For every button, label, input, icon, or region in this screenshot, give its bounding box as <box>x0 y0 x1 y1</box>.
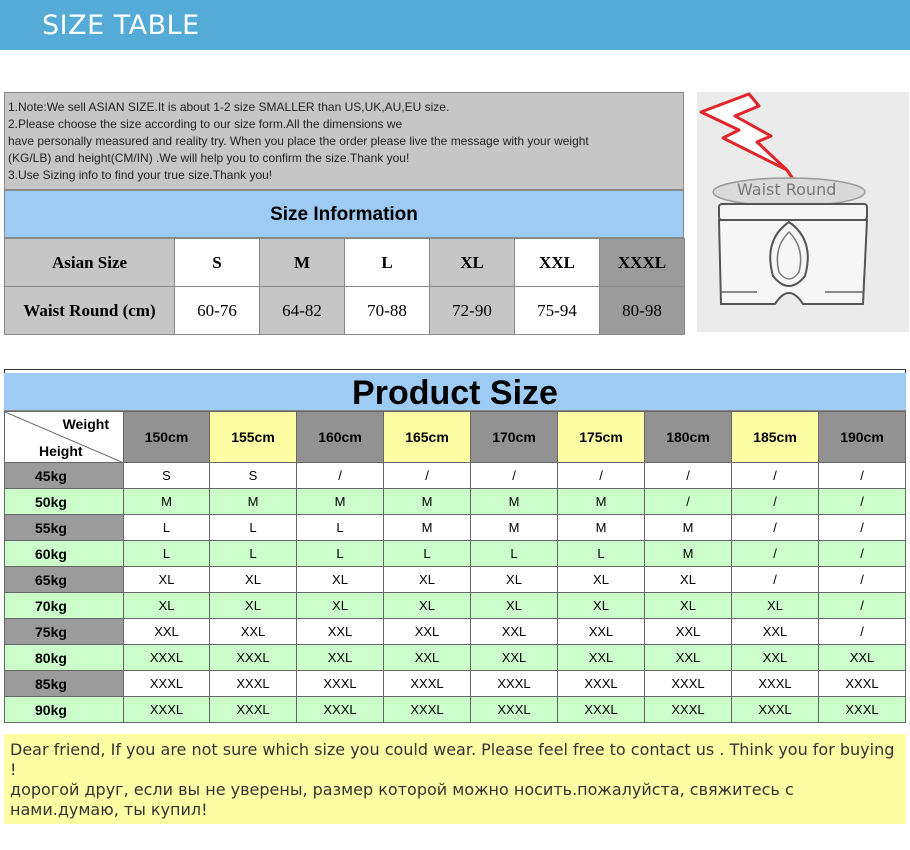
size-cell: XXL <box>297 645 384 671</box>
asian-size-label: Asian Size <box>5 239 175 287</box>
weight-row-label: 65kg <box>5 567 124 593</box>
table-row <box>5 697 906 723</box>
size-cell: XXXL <box>297 697 384 723</box>
size-cell: M <box>558 515 645 541</box>
size-cell: M <box>471 489 558 515</box>
size-cell: XL <box>384 593 471 619</box>
size-cell: L <box>124 541 210 567</box>
size-cell: / <box>384 463 471 489</box>
table-row <box>5 645 906 671</box>
size-cell: M <box>124 489 210 515</box>
height-column-header: 185cm <box>732 412 819 463</box>
size-cell: L <box>558 541 645 567</box>
size-cell: XXXL <box>297 671 384 697</box>
table-row <box>5 567 906 593</box>
size-notes <box>4 92 684 190</box>
size-cell: XXXL <box>471 671 558 697</box>
size-cell: M <box>384 515 471 541</box>
size-cell: M <box>297 489 384 515</box>
weight-row-label: 85kg <box>5 671 124 697</box>
waist-round-illustration <box>697 92 909 332</box>
size-cell: XL <box>558 593 645 619</box>
size-cell: XXL <box>515 239 600 287</box>
size-cell: L <box>210 541 297 567</box>
weight-row-label: 70kg <box>5 593 124 619</box>
table-row <box>5 593 906 619</box>
height-column-header: 165cm <box>384 412 471 463</box>
size-cell: M <box>558 489 645 515</box>
waist-round-label: Waist Round (cm) <box>5 287 175 335</box>
size-cell: XXL <box>384 619 471 645</box>
height-column-header: 180cm <box>645 412 732 463</box>
size-cell: / <box>297 463 384 489</box>
product-size-heading: Product Size <box>4 373 906 411</box>
weight-row-label: 60kg <box>5 541 124 567</box>
size-cell: XL <box>210 593 297 619</box>
note-line: (KG/LB) and height(CM/IN) .We will help you to confirm the size.Thank you! <box>8 151 410 165</box>
size-cell: L <box>297 541 384 567</box>
size-cell: XXXL <box>124 645 210 671</box>
table-row <box>5 619 906 645</box>
weight-row-label: 90kg <box>5 697 124 723</box>
height-column-header: 170cm <box>471 412 558 463</box>
note-line: 1.Note:We sell ASIAN SIZE.It is about 1-2 size SMALLER than US,UK,AU,EU size. <box>8 100 450 114</box>
size-cell: / <box>732 567 819 593</box>
size-cell: / <box>819 515 906 541</box>
size-cell: XXL <box>471 645 558 671</box>
weight-row-label: 80kg <box>5 645 124 671</box>
table-corner <box>5 412 124 463</box>
size-cell: L <box>210 515 297 541</box>
size-cell: L <box>471 541 558 567</box>
waist-round-label-illustration: Waist Round <box>737 180 837 199</box>
table-row <box>5 541 906 567</box>
size-cell: / <box>732 515 819 541</box>
size-cell: XL <box>471 593 558 619</box>
contact-note-english: Dear friend, If you are not sure which size you could wear. Please feel free to contact us . Think you for buying ! <box>10 740 895 779</box>
waist-cell: 64-82 <box>260 287 345 335</box>
waist-cell: 70-88 <box>345 287 430 335</box>
size-cell: XXXL <box>819 697 906 723</box>
size-cell: XXXL <box>558 671 645 697</box>
size-cell: / <box>558 463 645 489</box>
size-information-table <box>4 238 685 335</box>
size-cell: / <box>645 489 732 515</box>
size-cell: M <box>645 515 732 541</box>
table-row <box>5 489 906 515</box>
size-cell: XXXL <box>471 697 558 723</box>
table-row <box>5 515 906 541</box>
size-cell: / <box>819 619 906 645</box>
size-cell: XXXL <box>645 697 732 723</box>
size-cell: XXL <box>558 645 645 671</box>
height-column-header: 150cm <box>124 412 210 463</box>
size-cell: / <box>819 463 906 489</box>
size-cell: XXXL <box>600 239 685 287</box>
size-cell: XXXL <box>210 645 297 671</box>
weight-row-label: 75kg <box>5 619 124 645</box>
size-cell: XXXL <box>124 697 210 723</box>
size-cell: S <box>210 463 297 489</box>
size-cell: XXL <box>645 619 732 645</box>
size-cell: M <box>210 489 297 515</box>
waist-cell: 80-98 <box>600 287 685 335</box>
weight-header: Weight <box>62 416 109 432</box>
size-cell: M <box>471 515 558 541</box>
size-cell: XL <box>558 567 645 593</box>
size-cell: XL <box>124 593 210 619</box>
size-cell: / <box>732 489 819 515</box>
height-column-header: 155cm <box>210 412 297 463</box>
size-cell: XXL <box>210 619 297 645</box>
size-cell: XXXL <box>732 671 819 697</box>
size-cell: XXL <box>732 619 819 645</box>
size-cell: / <box>819 489 906 515</box>
product-size-table <box>4 411 906 723</box>
note-line: have personally measured and reality try. When you place the order please live the message with your weight <box>8 134 589 148</box>
size-cell: XL <box>297 593 384 619</box>
size-cell: L <box>124 515 210 541</box>
height-header: Height <box>39 443 83 459</box>
size-cell: L <box>384 541 471 567</box>
size-cell: XXL <box>124 619 210 645</box>
size-cell: S <box>175 239 260 287</box>
header-banner <box>0 0 910 50</box>
page-title: SIZE TABLE <box>42 10 200 41</box>
size-information-heading: Size Information <box>4 190 684 238</box>
waist-cell: 60-76 <box>175 287 260 335</box>
size-cell: XXL <box>732 645 819 671</box>
table-row <box>5 463 906 489</box>
size-cell: M <box>645 541 732 567</box>
size-cell: / <box>645 463 732 489</box>
size-cell: XXL <box>297 619 384 645</box>
size-cell: XXXL <box>645 671 732 697</box>
weight-row-label: 45kg <box>5 463 124 489</box>
size-cell: / <box>471 463 558 489</box>
size-cell: XL <box>732 593 819 619</box>
waist-cell: 75-94 <box>515 287 600 335</box>
size-cell: XL <box>471 567 558 593</box>
size-cell: XXL <box>471 619 558 645</box>
size-cell: XL <box>210 567 297 593</box>
height-column-header: 190cm <box>819 412 906 463</box>
size-cell: / <box>732 541 819 567</box>
size-cell: XL <box>124 567 210 593</box>
weight-row-label: 55kg <box>5 515 124 541</box>
size-cell: XL <box>384 567 471 593</box>
size-cell: / <box>819 541 906 567</box>
height-column-header: 175cm <box>558 412 645 463</box>
contact-note-russian: дорогой друг, если вы не уверены, размер которой можно носить.пожалуйста, свяжитесь с нами.думаю, ты купил! <box>10 780 794 819</box>
note-line: 3.Use Sizing info to find your true size.Thank you! <box>8 168 273 182</box>
size-cell: XXL <box>384 645 471 671</box>
size-cell: XXXL <box>210 697 297 723</box>
size-cell: XXXL <box>384 697 471 723</box>
size-cell: XXXL <box>124 671 210 697</box>
size-cell: XXXL <box>819 671 906 697</box>
size-cell: XL <box>430 239 515 287</box>
note-line: 2.Please choose the size according to our size form.All the dimensions we <box>8 117 403 131</box>
size-cell: XXXL <box>384 671 471 697</box>
size-cell: / <box>819 567 906 593</box>
size-cell: / <box>819 593 906 619</box>
size-cell: L <box>345 239 430 287</box>
waist-cell: 72-90 <box>430 287 515 335</box>
size-cell: L <box>297 515 384 541</box>
size-cell: XXXL <box>558 697 645 723</box>
weight-row-label: 50kg <box>5 489 124 515</box>
size-cell: XL <box>645 593 732 619</box>
size-cell: / <box>732 463 819 489</box>
size-cell: M <box>260 239 345 287</box>
height-column-header: 160cm <box>297 412 384 463</box>
size-cell: XXXL <box>732 697 819 723</box>
table-row <box>5 671 906 697</box>
product-size-rows <box>5 463 906 723</box>
size-cell: XL <box>645 567 732 593</box>
size-cell: XXL <box>558 619 645 645</box>
size-cell: XXXL <box>210 671 297 697</box>
size-cell: M <box>384 489 471 515</box>
size-cell: XL <box>297 567 384 593</box>
size-cell: S <box>124 463 210 489</box>
contact-note <box>4 734 906 824</box>
size-cell: XXL <box>819 645 906 671</box>
size-cell: XXL <box>645 645 732 671</box>
